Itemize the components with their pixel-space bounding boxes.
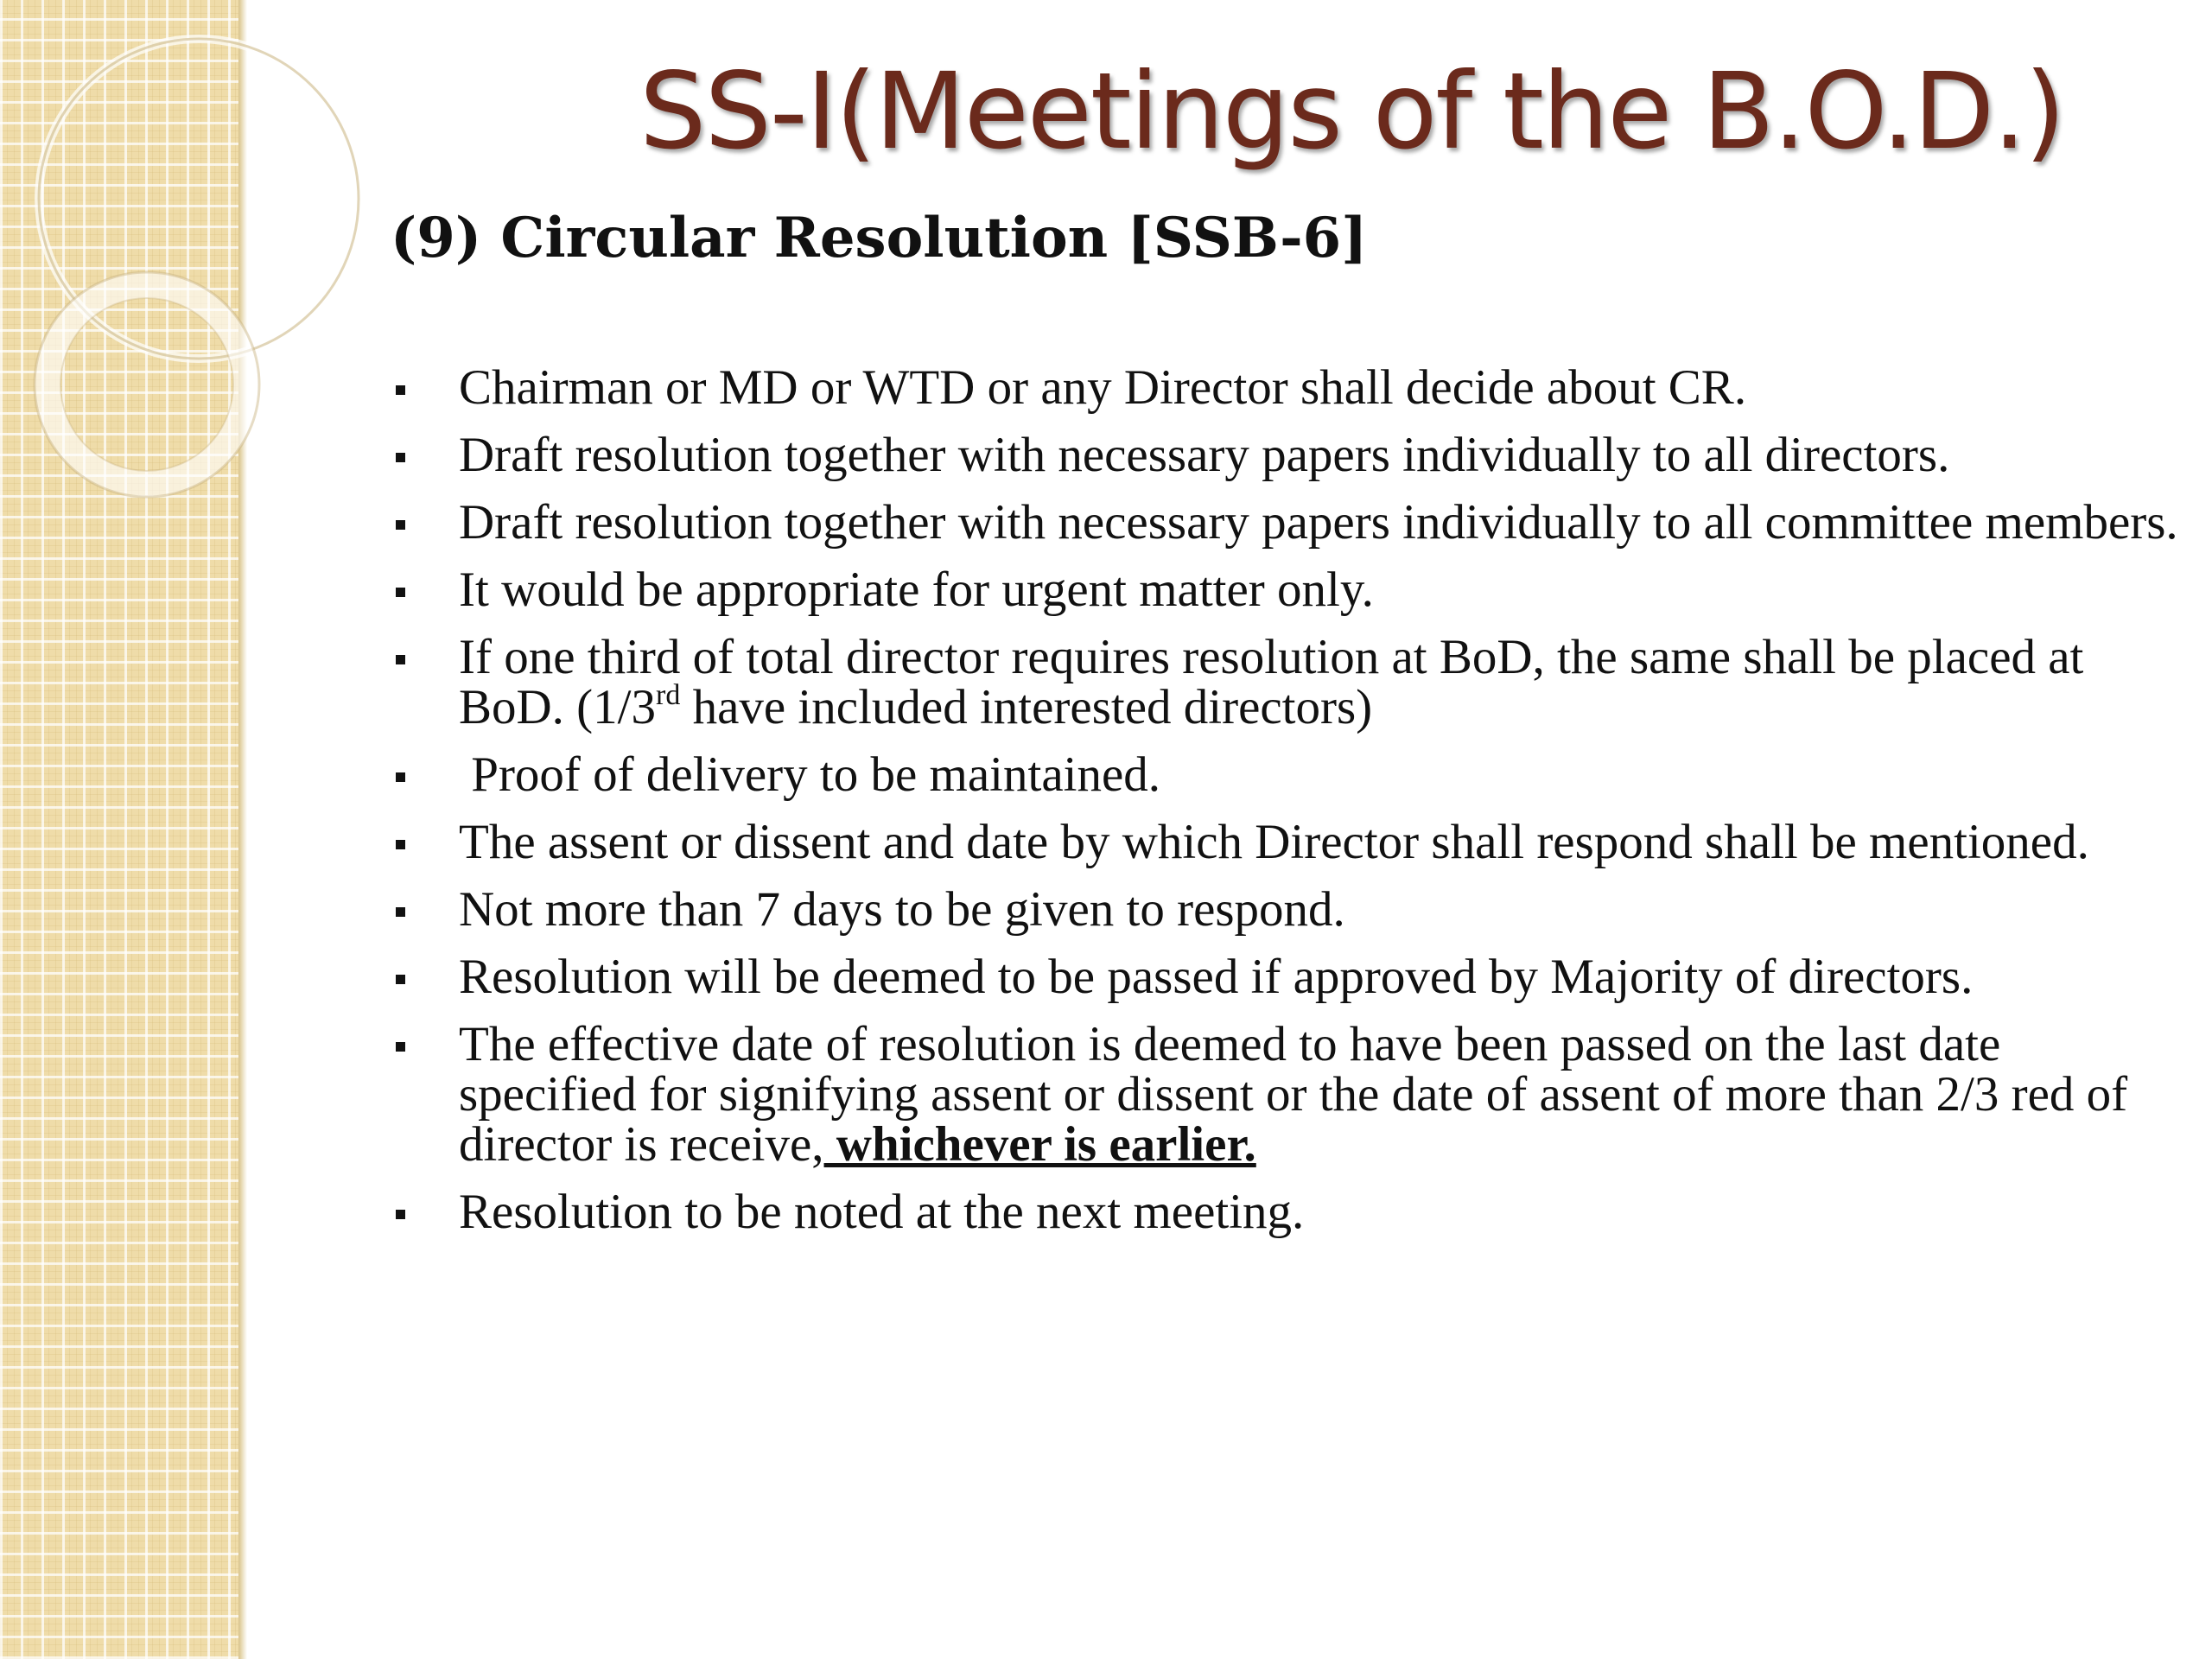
bullet-text — [459, 1017, 2127, 1172]
list-item — [391, 817, 2188, 868]
bullet-text: The assent or dissent and date by which Director shall respond shall be mentioned. — [459, 815, 2089, 869]
bullet-list — [391, 360, 2188, 1255]
side-decoration-strip — [0, 0, 244, 1659]
superscript-text: rd — [656, 679, 681, 711]
side-strip-edge — [238, 0, 247, 1659]
list-item — [391, 632, 2188, 733]
section-heading: (9) Circular Resolution [SSB-6] — [391, 206, 1368, 270]
square-bullet-icon — [396, 907, 405, 917]
square-bullet-icon — [396, 520, 405, 530]
bullet-text: Chairman or MD or WTD or any Director shall decide about CR. — [459, 360, 1747, 415]
bullet-text-part: have included interested directors) — [680, 680, 1373, 734]
square-bullet-icon — [396, 1210, 405, 1219]
square-bullet-icon — [396, 840, 405, 849]
emphasized-text: whichever is earlier. — [823, 1117, 1256, 1172]
list-item — [391, 495, 2188, 550]
list-item — [391, 565, 2188, 615]
square-bullet-icon — [396, 588, 405, 597]
list-item — [391, 1017, 2188, 1172]
bullet-text: Resolution to be noted at the next meeting. — [459, 1185, 1305, 1239]
bullet-text — [459, 630, 2083, 734]
square-bullet-icon — [396, 453, 405, 462]
list-item — [391, 882, 2188, 937]
slide-title: SS-I(Meetings of the B.O.D.) — [639, 50, 2064, 173]
square-bullet-icon — [396, 385, 405, 395]
list-item — [391, 430, 2188, 480]
bullet-text-part: The effective date of resolution is deemed to have been passed on the last date specified for signifying assent or dissent or the date of assent of more than 2/3 red of director is receive, — [459, 1017, 2128, 1172]
bullet-text: Draft resolution together with necessary papers individually to all committee members. — [459, 495, 2178, 550]
square-bullet-icon — [396, 1042, 405, 1052]
square-bullet-icon — [396, 975, 405, 984]
bullet-text-part: If one third of total director requires resolution at BoD, the same shall be placed at BoD. (1/3 — [459, 630, 2084, 734]
bullet-text: Not more than 7 days to be given to respond. — [459, 882, 1345, 937]
bullet-text: Proof of delivery to be maintained. — [459, 747, 1161, 802]
list-item — [391, 360, 2188, 415]
bullet-text: Draft resolution together with necessary papers individually to all directors. — [459, 428, 1950, 482]
list-item — [391, 952, 2188, 1002]
list-item — [391, 747, 2188, 802]
bullet-text: Resolution will be deemed to be passed if approved by Majority of directors. — [459, 950, 1974, 1004]
bullet-text: It would be appropriate for urgent matter only. — [459, 563, 1374, 617]
list-item — [391, 1187, 2188, 1237]
square-bullet-icon — [396, 655, 405, 664]
square-bullet-icon — [396, 772, 405, 782]
